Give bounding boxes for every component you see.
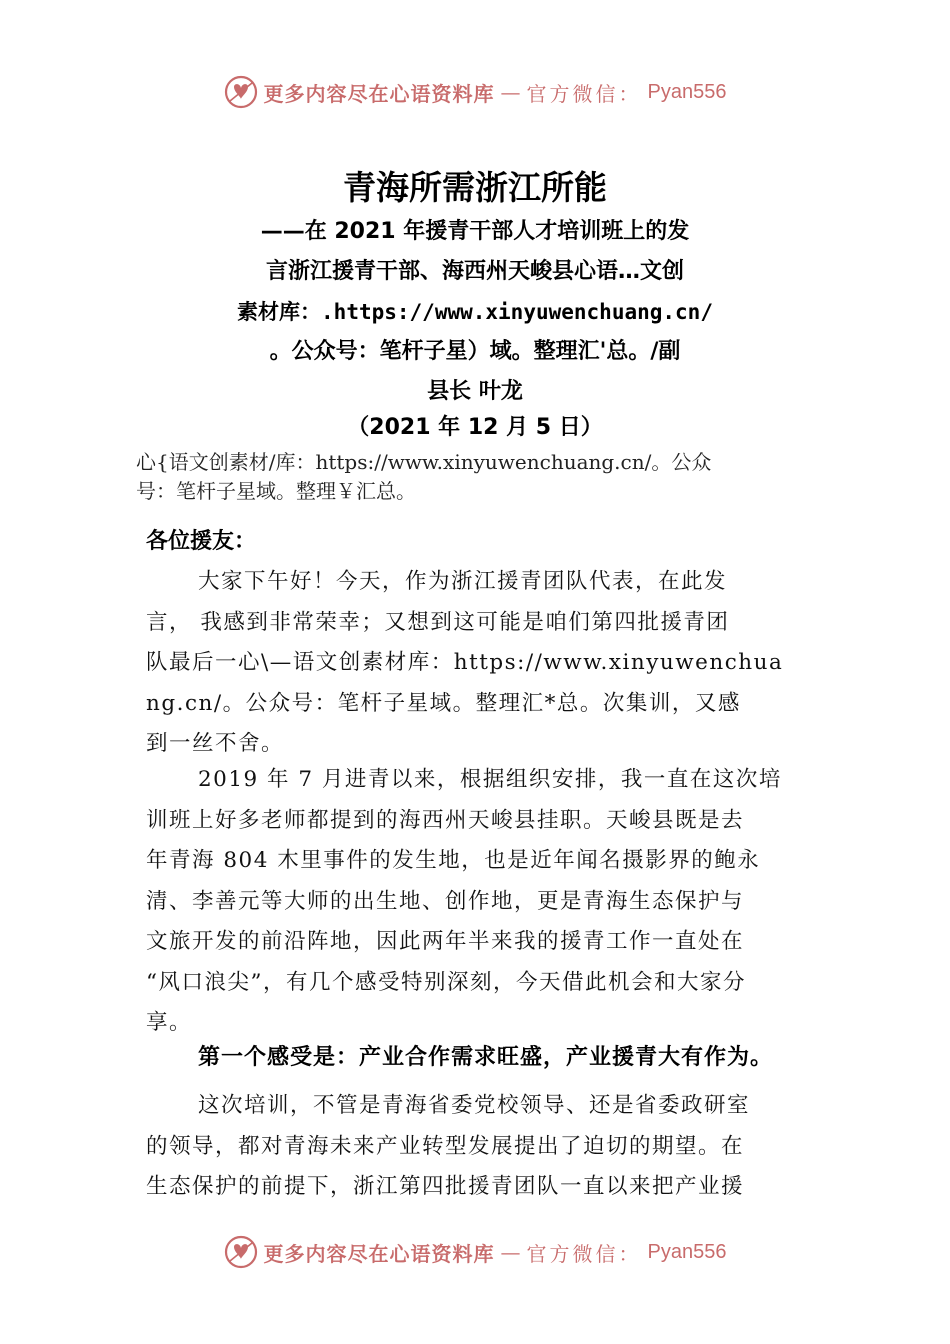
paragraph-line: 言， 我感到非常荣幸；又想到这可能是咱们第四批援青团 bbox=[146, 609, 730, 635]
subtitle-line: 。公众号：笔杆子星）域。整理汇'总。/副 bbox=[269, 339, 681, 364]
subtitle-line: 素材库：.https://www.xinyuwenchuang.cn/ bbox=[237, 300, 713, 324]
paragraph-line: 到一丝不舍。 bbox=[146, 731, 285, 756]
paragraph-line: ng.cn/。公众号：笔杆子星域。整理汇*总。次集训，又感 bbox=[146, 690, 741, 716]
paragraph-line: 文旅开发的前沿阵地，因此两年半来我的援青工作一直处在 bbox=[146, 929, 745, 954]
source-note-line: 心{语文创素材/库：https://www.xinyuwenchuang.cn/。公众 bbox=[136, 450, 712, 474]
banner-wechat-label: 官方微信： bbox=[526, 1241, 642, 1266]
subtitle-line: ——在 2021 年援青干部人才培训班上的发 bbox=[260, 219, 690, 244]
paragraph-line: 的领导，都对青海未来产业转型发展提出了迫切的期望。在 bbox=[146, 1133, 745, 1159]
subtitle-line: 县长 叶龙 bbox=[427, 379, 523, 404]
salutation: 各位援友： bbox=[146, 529, 257, 554]
document-subtitle bbox=[200, 212, 750, 412]
section-heading-1: 第一个感受是：产业合作需求旺盛，产业援青大有作为。 bbox=[198, 1045, 774, 1070]
paragraph-line: 年青海 804 木里事件的发生地，也是近年闻名摄影界的鲍永 bbox=[146, 848, 761, 873]
banner-wechat-id: Pyan556 bbox=[647, 80, 727, 103]
banner-separator: — bbox=[500, 80, 521, 104]
source-note bbox=[136, 448, 836, 506]
paragraph-line: “风口浪尖”，有几个感受特别深刻，今天借此机会和大家分 bbox=[146, 969, 746, 995]
paragraph-1 bbox=[146, 562, 814, 765]
banner-wechat-label: 官方微信： bbox=[526, 81, 642, 106]
source-note-line: 号：笔杆子星域。整理￥汇总。 bbox=[136, 479, 416, 503]
paragraph-3 bbox=[146, 1086, 814, 1208]
document-title: 青海所需浙江所能 bbox=[343, 168, 607, 207]
header-watermark-banner bbox=[0, 72, 950, 112]
paragraph-line: 享。 bbox=[146, 1010, 193, 1035]
paragraph-line: 这次培训，不管是青海省委党校领导、还是省委政研室 bbox=[198, 1093, 751, 1118]
subtitle-line: 言浙江援青干部、海西州天峻县心语…文创 bbox=[265, 259, 684, 284]
banner-main-text: 更多内容尽在心语资料库 bbox=[263, 1241, 495, 1266]
paragraph-line: 生态保护的前提下，浙江第四批援青团队一直以来把产业援 bbox=[146, 1174, 745, 1199]
heart-logo-icon bbox=[224, 75, 258, 109]
paragraph-line: 训班上好多老师都提到的海西州天峻县挂职。天峻县既是去 bbox=[146, 807, 745, 833]
heart-logo-icon bbox=[224, 1235, 258, 1269]
paragraph-line: 清、李善元等大师的出生地、创作地，更是青海生态保护与 bbox=[146, 888, 745, 914]
footer-watermark-banner bbox=[0, 1232, 950, 1272]
banner-wechat-id: Pyan556 bbox=[647, 1240, 727, 1263]
document-date: （2021 年 12 月 5 日） bbox=[347, 415, 603, 440]
paragraph-line: 队最后一心\—语文创素材库：https://www.xinyuwenchua bbox=[146, 650, 784, 675]
paragraph-line: 2019 年 7 月进青以来，根据组织安排，我一直在这次培 bbox=[198, 767, 782, 792]
paragraph-line: 大家下午好！今天，作为浙江援青团队代表，在此发 bbox=[198, 569, 728, 594]
banner-main-text: 更多内容尽在心语资料库 bbox=[263, 81, 495, 106]
banner-separator: — bbox=[500, 1240, 521, 1264]
paragraph-2 bbox=[146, 760, 814, 1044]
